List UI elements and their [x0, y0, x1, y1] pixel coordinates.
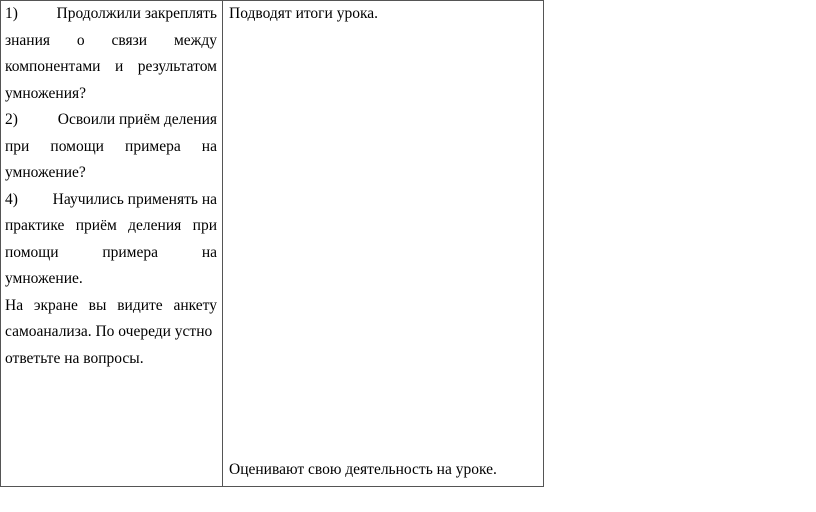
- item-1-line-1: [5, 1, 217, 28]
- item-4-line-3-word-3: на: [201, 243, 217, 261]
- item-2-number: 2): [5, 111, 18, 128]
- item-1-line-3: [5, 54, 217, 81]
- item-1-line-2-word-1: знания: [5, 31, 51, 49]
- item-1-line-2: [5, 28, 217, 55]
- item-4-number: 4): [5, 190, 18, 208]
- closing-line-1-word-5: анкету: [173, 296, 217, 314]
- students-summary-text: Подводят итоги урока.: [229, 5, 379, 22]
- item-2-line-2-word-4: на: [201, 137, 217, 155]
- item-1-line-4: умножения?: [5, 84, 86, 102]
- item-4-line-2-word-1: практике: [5, 217, 65, 234]
- item-2-text-line-1: Освоили приём деления: [57, 111, 217, 128]
- item-4-line-3-word-1: помощи: [5, 243, 59, 261]
- closing-line-1-word-3: вы: [88, 296, 107, 314]
- item-2-line-2-word-3: примера: [125, 137, 181, 155]
- closing-line-1-word-4: видите: [117, 296, 163, 314]
- item-1-line-2-word-3: связи: [111, 31, 148, 49]
- item-1-text-line-1: Продолжили закреплять: [56, 5, 217, 22]
- item-2-line-1: [5, 107, 217, 134]
- item-1-line-3-word-2: и: [114, 58, 124, 75]
- item-2-line-2: [5, 134, 217, 161]
- item-2-line-2-word-1: при: [5, 137, 30, 155]
- closing-line-1-word-2: экране: [33, 296, 78, 314]
- item-4-line-1: [5, 187, 217, 214]
- closing-line-1: [5, 293, 217, 320]
- item-4-line-2-word-2: приём: [75, 217, 117, 234]
- closing-line-2: самоанализа. По очереди устно: [5, 323, 213, 340]
- item-4-line-4: умножение.: [5, 270, 83, 287]
- item-4-line-3: [5, 240, 217, 267]
- closing-line-3: ответьте на вопросы.: [5, 349, 144, 367]
- item-1-line-2-word-4: между: [173, 31, 217, 49]
- students-evaluation-text: Оценивают свою деятельность на уроке.: [229, 461, 497, 478]
- item-2-line-3: умножение?: [5, 164, 86, 181]
- item-4-line-3-word-2: примера: [102, 243, 159, 261]
- item-4-line-2: [5, 213, 217, 240]
- item-1-line-3-word-1: компонентами: [5, 58, 101, 75]
- teacher-activity-cell: [5, 1, 217, 372]
- item-4-text-line-1: Научились применять на: [52, 190, 217, 208]
- item-1-line-3-word-3: результатом: [137, 58, 217, 75]
- item-4-line-2-word-4: при: [192, 217, 217, 234]
- column-divider: [222, 1, 223, 486]
- item-2-line-2-word-2: помощи: [50, 137, 104, 155]
- item-1-line-2-word-2: о: [76, 31, 85, 49]
- item-4-line-2-word-3: деления: [128, 217, 182, 234]
- closing-line-1-word-1: На: [5, 296, 24, 314]
- item-1-number: 1): [5, 5, 18, 22]
